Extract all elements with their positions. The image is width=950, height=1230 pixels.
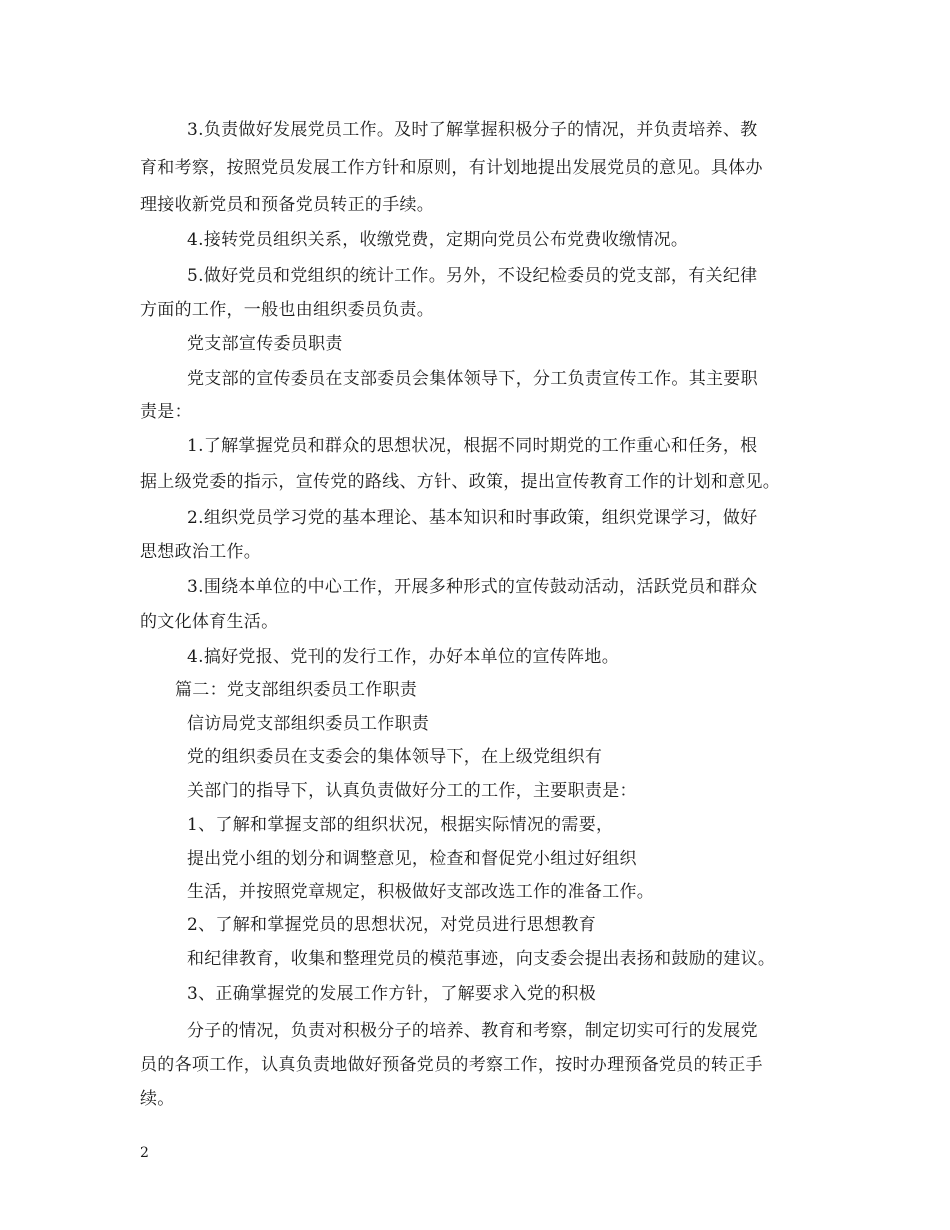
text-line: 思想政治工作。	[140, 542, 262, 562]
text-line: 责是：	[140, 402, 192, 422]
text-line: 续。	[140, 1089, 175, 1109]
text-line: 提出党小组的划分和调整意见，检查和督促党小组过好组织	[187, 849, 637, 869]
page-number: 2	[140, 1145, 149, 1161]
text-line: 3.负责做好发展党员工作。及时了解掌握积极分子的情况，并负责培养、教	[187, 120, 758, 140]
text-line: 员的各项工作，认真负责地做好预备党员的考察工作，按时办理预备党员的转正手	[140, 1055, 763, 1075]
text-line: 3.围绕本单位的中心工作，开展多种形式的宣传鼓动活动，活跃党员和群众	[187, 577, 758, 597]
text-line: 和纪律教育，收集和整理党员的模范事迹，向支委会提出表扬和鼓励的建议。	[187, 949, 776, 969]
text-line: 党的组织委员在支委会的集体领导下，在上级党组织有	[187, 747, 603, 767]
text-line: 2.组织党员学习党的基本理论、基本知识和时事政策，组织党课学习，做好	[187, 508, 758, 528]
text-line: 4.搞好党报、党刊的发行工作，办好本单位的宣传阵地。	[187, 647, 620, 667]
text-line: 3、正确掌握党的发展工作方针，了解要求入党的积极	[187, 984, 597, 1004]
text-line: 4.接转党员组织关系，收缴党费，定期向党员公布党费收缴情况。	[187, 230, 689, 250]
text-line: 生活，并按照党章规定，积极做好支部改选工作的准备工作。	[187, 882, 655, 902]
text-line: 5.做好党员和党组织的统计工作。另外，不设纪检委员的党支部，有关纪律	[187, 266, 758, 286]
text-line: 据上级党委的指示，宣传党的路线、方针、政策，提出宣传教育工作的计划和意见。	[140, 472, 781, 492]
text-line: 理接收新党员和预备党员转正的手续。	[140, 195, 435, 215]
text-line: 关部门的指导下，认真负责做好分工的工作，主要职责是：	[187, 781, 637, 801]
text-line: 育和考察，按照党员发展工作方针和原则，有计划地提出发展党员的意见。具体办	[140, 158, 763, 178]
section-heading: 篇二：党支部组织委员工作职责	[175, 680, 418, 700]
text-line: 党支部的宣传委员在支部委员会集体领导下，分工负责宣传工作。其主要职	[187, 369, 758, 389]
text-line: 方面的工作，一般也由组织委员负责。	[140, 300, 435, 320]
text-line: 1、了解和掌握支部的组织状况，根据实际情况的需要，	[187, 815, 614, 835]
text-line: 1.了解掌握党员和群众的思想状况，根据不同时期党的工作重心和任务，根	[187, 436, 758, 456]
text-line: 的文化体育生活。	[140, 612, 279, 632]
section-heading: 党支部宣传委员职责	[187, 334, 343, 354]
section-heading: 信访局党支部组织委员工作职责	[187, 714, 430, 734]
text-line: 分子的情况，负责对积极分子的培养、教育和考察，制定切实可行的发展党	[187, 1021, 758, 1041]
text-line: 2、了解和掌握党员的思想状况，对党员进行思想教育	[187, 915, 597, 935]
